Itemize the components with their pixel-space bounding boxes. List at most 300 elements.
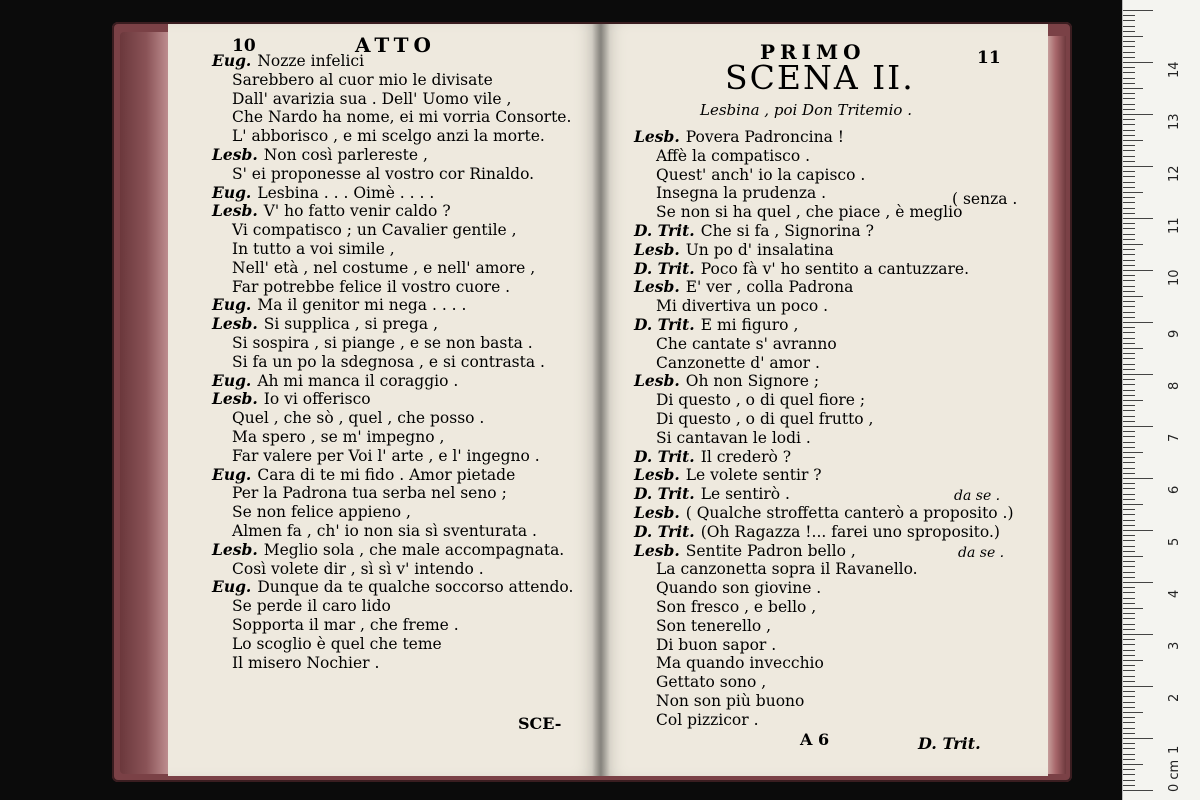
line-text: (Oh Ragazza !... farei uno sproposito.): [700, 522, 1000, 541]
ruler-tick: [1123, 572, 1135, 573]
ruler-tick: [1123, 72, 1135, 73]
ruler-tick: [1123, 130, 1135, 131]
speaker-label: Lesb.: [212, 314, 258, 334]
left-catchword: SCE-: [518, 714, 562, 733]
text-line: [634, 429, 1014, 448]
ruler-tick: [1123, 400, 1143, 401]
ruler-tick: [1123, 494, 1135, 495]
ruler-tick: [1123, 535, 1135, 536]
ruler-tick: [1123, 457, 1135, 458]
right-text-block: [634, 128, 1014, 730]
ruler-tick: [1123, 530, 1153, 531]
ruler-tick: [1123, 540, 1135, 541]
ruler-tick: [1123, 62, 1153, 63]
ruler-label: 6: [1167, 485, 1182, 494]
text-line: [212, 278, 573, 297]
line-text: Almen fa , ch' io non sia sì sventurata .: [232, 521, 537, 540]
ruler-tick: [1123, 717, 1135, 718]
ruler-tick: [1123, 780, 1135, 781]
line-text: Che Nardo ha nome, ei mi vorria Consorte.: [232, 108, 572, 127]
speaker-label: D. Trit.: [634, 446, 695, 466]
ruler-tick: [1123, 447, 1135, 448]
aside-senza: ( senza .: [952, 190, 1018, 208]
ruler-tick: [1123, 665, 1135, 666]
text-line: [212, 127, 573, 146]
text-line: [634, 260, 1014, 279]
text-line: [634, 504, 1014, 523]
text-line: [212, 597, 573, 616]
text-line: [212, 315, 573, 334]
ruler-tick: [1123, 88, 1143, 89]
ruler-tick: [1123, 166, 1153, 167]
ruler-tick: [1123, 161, 1135, 162]
scene-title: SCENA II.: [725, 58, 915, 97]
line-text: Sopporta il mar , che freme .: [232, 615, 459, 634]
line-text: Affè la compatisco .: [656, 146, 811, 165]
speaker-label: Lesb.: [634, 540, 680, 560]
line-text: Gettato sono ,: [656, 673, 767, 692]
ruler-tick: [1123, 249, 1135, 250]
ruler-tick: [1123, 712, 1143, 713]
ruler-tick: [1123, 156, 1135, 157]
ruler-tick: [1123, 707, 1135, 708]
speaker-label: Lesb.: [634, 371, 680, 391]
speaker-label: D. Trit.: [634, 484, 695, 504]
line-text: Nell' età , nel costume , e nell' amore ,: [232, 258, 536, 277]
ruler-tick: [1123, 603, 1135, 604]
ruler-tick: [1123, 520, 1135, 521]
ruler-tick: [1123, 296, 1143, 297]
ruler-label: 12: [1167, 165, 1182, 182]
line-text: Che cantate s' avranno: [656, 334, 837, 353]
text-line: [634, 636, 1014, 655]
ruler-tick: [1123, 358, 1135, 359]
ruler-tick: [1123, 759, 1135, 760]
scene-cast: Lesbina , poi Don Tritemio .: [700, 101, 912, 119]
ruler-tick: [1123, 577, 1135, 578]
text-line: [634, 128, 1014, 147]
ruler-label: 2: [1167, 693, 1182, 702]
line-text: Lo scoglio è quel che teme: [232, 634, 442, 653]
text-line: [634, 673, 1014, 692]
ruler-tick: [1123, 218, 1153, 219]
ruler-tick: [1123, 254, 1135, 255]
text-line: [212, 466, 573, 485]
text-line: [634, 372, 1014, 391]
ruler-tick: [1123, 187, 1135, 188]
ruler-label: 8: [1167, 381, 1182, 390]
ruler-tick: [1123, 514, 1135, 515]
ruler-tick: [1123, 202, 1135, 203]
ruler-tick: [1123, 691, 1135, 692]
ruler-tick: [1123, 660, 1143, 661]
line-text: Di buon sapor .: [656, 635, 777, 654]
ruler-tick: [1123, 31, 1135, 32]
left-page-header: ATTO: [355, 33, 436, 57]
ruler-tick: [1123, 26, 1135, 27]
line-text: Ma spero , se m' impegno ,: [232, 427, 445, 446]
text-line: [212, 165, 573, 184]
ruler-tick: [1123, 98, 1135, 99]
speaker-label: D. Trit.: [634, 314, 695, 334]
ruler-tick: [1123, 15, 1135, 16]
ruler-tick: [1123, 696, 1135, 697]
text-line: [634, 598, 1014, 617]
ruler-tick: [1123, 566, 1135, 567]
line-text: E mi figuro ,: [700, 315, 799, 334]
text-line: [212, 108, 573, 127]
ruler-tick: [1123, 676, 1135, 677]
ruler-tick: [1123, 332, 1135, 333]
line-text: Non son più buono: [656, 691, 805, 710]
line-text: Sarebbero al cuor mio le divisate: [232, 70, 493, 89]
line-text: S' ei proponesse al vostro cor Rinaldo.: [232, 164, 535, 183]
line-text: Di questo , o di quel frutto ,: [656, 409, 874, 428]
ruler-tick: [1123, 78, 1135, 79]
right-page-header: PRIMO: [760, 40, 866, 64]
text-line: [212, 221, 573, 240]
ruler-tick: [1123, 46, 1135, 47]
line-text: ( Qualche stroffetta canterò a proposito .): [685, 503, 1014, 522]
ruler-tick: [1123, 114, 1153, 115]
line-text: Son tenerello ,: [656, 616, 772, 635]
line-text: Son fresco , e bello ,: [656, 597, 817, 616]
text-line: [634, 466, 1014, 485]
text-line: [634, 523, 1014, 542]
line-text: Povera Padroncina !: [685, 128, 845, 146]
ruler-tick: [1123, 41, 1135, 42]
aside-da-se-1: da se .: [954, 488, 1001, 504]
ruler-tick: [1123, 343, 1135, 344]
text-line: [634, 410, 1014, 429]
ruler-tick: [1123, 301, 1135, 302]
line-text: Col pizzicor .: [656, 710, 759, 729]
ruler-label: 13: [1167, 113, 1182, 130]
ruler-tick: [1123, 733, 1135, 734]
line-text: Il crederò ?: [700, 447, 792, 466]
ruler-tick: [1123, 670, 1135, 671]
text-line: [212, 484, 573, 503]
line-text: Dall' avarizia sua . Dell' Uomo vile ,: [232, 89, 512, 108]
line-text: Si fa un po la sdegnosa , e si contrasta .: [232, 352, 545, 371]
ruler-label: 9: [1167, 329, 1182, 338]
ruler-tick: [1123, 244, 1143, 245]
text-line: [212, 353, 573, 372]
ruler-tick: [1123, 587, 1135, 588]
line-text: Quando son giovine .: [656, 579, 822, 598]
line-text: Si supplica , si prega ,: [263, 315, 438, 334]
ruler-tick: [1123, 650, 1135, 651]
text-line: [212, 616, 573, 635]
line-text: Meglio sola , che male accompagnata.: [263, 540, 565, 559]
left-text-block: [212, 52, 573, 672]
ruler-tick: [1123, 556, 1143, 557]
speaker-label: Lesb.: [212, 201, 258, 221]
ruler-tick: [1123, 353, 1135, 354]
text-line: [634, 711, 1014, 730]
ruler-tick: [1123, 223, 1135, 224]
speaker-label: Lesb.: [212, 144, 258, 164]
speaker-label: Lesb.: [634, 239, 680, 259]
ruler-tick: [1123, 644, 1135, 645]
ruler-tick: [1123, 208, 1135, 209]
text-line: [212, 296, 573, 315]
line-text: Poco fà v' ho sentito a cantuzzare.: [700, 259, 970, 278]
ruler-tick: [1123, 395, 1135, 396]
speaker-label: D. Trit.: [634, 220, 695, 240]
line-text: Far potrebbe felice il vostro cuore .: [232, 277, 511, 296]
ruler-tick: [1123, 317, 1135, 318]
ruler-tick: [1123, 488, 1135, 489]
line-text: Un po d' insalatina: [685, 240, 834, 259]
ruler-tick: [1123, 93, 1135, 94]
ruler-tick: [1123, 478, 1153, 479]
text-line: [634, 354, 1014, 373]
ruler-label: 1: [1167, 745, 1182, 754]
speaker-label: D. Trit.: [634, 258, 695, 278]
line-text: Così volete dir , sì sì v' intendo .: [232, 559, 484, 578]
line-text: Quel , che sò , quel , che posso .: [232, 409, 485, 428]
ruler-tick: [1123, 213, 1135, 214]
ruler-tick: [1123, 176, 1135, 177]
line-text: E' ver , colla Padrona: [685, 278, 854, 297]
speaker-label: Eug.: [212, 182, 252, 202]
ruler-tick: [1123, 681, 1135, 682]
speaker-label: Lesb.: [212, 539, 258, 559]
speaker-label: Lesb.: [634, 277, 680, 297]
ruler-tick: [1123, 754, 1135, 755]
ruler-tick: [1123, 52, 1135, 53]
ruler-tick: [1123, 119, 1135, 120]
right-catchword: D. Trit.: [918, 734, 981, 753]
ruler-tick: [1123, 67, 1135, 68]
line-text: La canzonetta sopra il Ravanello.: [656, 560, 918, 579]
ruler-tick: [1123, 738, 1153, 739]
line-text: Per la Padrona tua serba nel seno ;: [232, 484, 507, 503]
ruler-tick: [1123, 171, 1135, 172]
ruler-tick: [1123, 145, 1135, 146]
ruler-tick: [1123, 306, 1135, 307]
line-text: Se non felice appieno ,: [232, 503, 411, 522]
line-text: Di questo , o di quel fiore ;: [656, 391, 866, 410]
line-text: Lesbina . . . Oimè . . . .: [257, 183, 435, 202]
ruler-tick: [1123, 374, 1153, 375]
ruler-tick: [1123, 322, 1153, 323]
ruler-tick: [1123, 275, 1135, 276]
line-text: Si sospira , si piange , e se non basta .: [232, 333, 533, 352]
ruler-tick: [1123, 291, 1135, 292]
ruler-tick: [1123, 234, 1135, 235]
ruler-tick: [1123, 509, 1135, 510]
speaker-label: Lesb.: [634, 502, 680, 522]
line-text: Quest' anch' io la capisco .: [656, 165, 866, 184]
ruler-tick: [1123, 442, 1135, 443]
ruler-tick: [1123, 629, 1135, 630]
ruler-tick: [1123, 728, 1135, 729]
line-text: L' abborisco , e mi scelgo anzi la morte.: [232, 127, 545, 146]
ruler-tick: [1123, 312, 1135, 313]
ruler-tick: [1123, 182, 1135, 183]
text-line: [634, 278, 1014, 297]
book-gutter: [592, 24, 610, 776]
ruler-tick: [1123, 634, 1153, 635]
ruler-tick: [1123, 124, 1135, 125]
right-page-number: 11: [977, 48, 1001, 68]
ruler-tick: [1123, 618, 1135, 619]
speaker-label: Eug.: [212, 370, 252, 390]
text-line: [634, 560, 1014, 579]
text-line: [212, 146, 573, 165]
ruler-tick: [1123, 655, 1135, 656]
ruler-tick: [1123, 348, 1143, 349]
text-line: [212, 202, 573, 221]
text-line: [212, 90, 573, 109]
ruler-tick: [1123, 135, 1135, 136]
ruler-label: 5: [1167, 537, 1182, 546]
ruler-tick: [1123, 551, 1135, 552]
ruler-tick: [1123, 686, 1153, 687]
line-text: Io vi offerisco: [263, 390, 371, 409]
ruler-tick: [1123, 364, 1135, 365]
line-text: Vi compatisco ; un Cavalier gentile ,: [232, 221, 517, 240]
ruler-tick: [1123, 197, 1135, 198]
text-line: [634, 391, 1014, 410]
ruler-tick: [1123, 483, 1135, 484]
text-line: [212, 259, 573, 278]
text-line: [634, 448, 1014, 467]
measuring-ruler: [1122, 0, 1200, 800]
text-line: [634, 335, 1014, 354]
text-line: [212, 503, 573, 522]
ruler-tick: [1123, 785, 1135, 786]
ruler-tick: [1123, 582, 1153, 583]
text-line: [212, 541, 573, 560]
ruler-tick: [1123, 260, 1135, 261]
ruler-tick: [1123, 613, 1135, 614]
ruler-tick: [1123, 57, 1135, 58]
speaker-label: Eug.: [212, 51, 252, 70]
ruler-tick: [1123, 774, 1135, 775]
ruler-label: 7: [1167, 433, 1182, 442]
speaker-label: Lesb.: [634, 127, 680, 146]
ruler-tick: [1123, 109, 1135, 110]
ruler-tick: [1123, 286, 1135, 287]
ruler-tick: [1123, 546, 1135, 547]
text-line: [212, 52, 573, 71]
text-line: [212, 578, 573, 597]
ruler-tick: [1123, 150, 1135, 151]
ruler-label: 14: [1167, 61, 1182, 78]
text-line: [634, 579, 1014, 598]
ruler-tick: [1123, 410, 1135, 411]
ruler-label: 0 cm: [1167, 759, 1182, 792]
speaker-label: Eug.: [212, 577, 252, 597]
ruler-tick: [1123, 338, 1135, 339]
ruler-tick: [1123, 561, 1135, 562]
ruler-tick: [1123, 10, 1153, 11]
ruler-tick: [1123, 525, 1135, 526]
left-page-number: 10: [232, 36, 256, 56]
ruler-tick: [1123, 416, 1135, 417]
ruler-tick: [1123, 192, 1143, 193]
ruler-tick: [1123, 639, 1135, 640]
line-text: Dunque da te qualche soccorso attendo.: [257, 578, 574, 597]
ruler-tick: [1123, 228, 1135, 229]
speaker-label: Eug.: [212, 464, 252, 484]
ruler-label: 11: [1167, 217, 1182, 234]
line-text: V' ho fatto venir caldo ?: [263, 202, 451, 221]
ruler-tick: [1123, 384, 1135, 385]
ruler-tick: [1123, 504, 1143, 505]
text-line: [212, 654, 573, 673]
ruler-tick: [1123, 592, 1135, 593]
ruler-tick: [1123, 280, 1135, 281]
line-text: Cara di te mi fido . Amor pietade: [257, 465, 516, 484]
line-text: Il misero Nochier .: [232, 653, 380, 672]
ruler-tick: [1123, 608, 1143, 609]
ruler-tick: [1123, 702, 1135, 703]
ruler-tick: [1123, 426, 1153, 427]
ruler-tick: [1123, 748, 1135, 749]
ruler-tick: [1123, 722, 1135, 723]
ruler-tick: [1123, 140, 1143, 141]
ruler-tick: [1123, 83, 1135, 84]
text-line: [212, 635, 573, 654]
ruler-tick: [1123, 36, 1143, 37]
ruler-tick: [1123, 369, 1135, 370]
line-text: Ma quando invecchio: [656, 654, 824, 673]
line-text: Sentite Padron bello ,: [685, 541, 856, 560]
ruler-tick: [1123, 743, 1135, 744]
ruler-label: 3: [1167, 641, 1182, 650]
line-text: Ma il genitor mi nega . . . .: [257, 296, 467, 315]
ruler-tick: [1123, 436, 1135, 437]
text-line: [634, 692, 1014, 711]
ruler-tick: [1123, 598, 1135, 599]
text-line: [634, 542, 1014, 561]
ruler-label: 4: [1167, 589, 1182, 598]
ruler-tick: [1123, 764, 1143, 765]
speaker-label: D. Trit.: [634, 521, 695, 541]
text-line: [212, 184, 573, 203]
ruler-tick: [1123, 405, 1135, 406]
ruler-tick: [1123, 499, 1135, 500]
ruler-tick: [1123, 265, 1135, 266]
text-line: [212, 390, 573, 409]
text-line: [634, 166, 1014, 185]
line-text: Oh non Signore ;: [685, 372, 820, 391]
text-line: [212, 71, 573, 90]
text-line: [212, 447, 573, 466]
text-line: [212, 522, 573, 541]
line-text: Nozze infelici: [257, 52, 365, 70]
text-line: [212, 409, 573, 428]
ruler-tick: [1123, 104, 1135, 105]
text-line: [634, 297, 1014, 316]
text-line: [634, 617, 1014, 636]
text-line: [212, 560, 573, 579]
line-text: Si cantavan le lodi .: [656, 428, 811, 447]
ruler-label: 10: [1167, 269, 1182, 286]
speaker-label: Lesb.: [634, 465, 680, 485]
ruler-tick: [1123, 421, 1135, 422]
ruler-tick: [1123, 20, 1135, 21]
line-text: Le sentirò .: [700, 485, 790, 504]
line-text: Se non si ha quel , che piace , è meglio: [656, 203, 963, 222]
ruler-tick: [1123, 327, 1135, 328]
line-text: Mi divertiva un poco .: [656, 297, 829, 316]
text-line: [212, 372, 573, 391]
